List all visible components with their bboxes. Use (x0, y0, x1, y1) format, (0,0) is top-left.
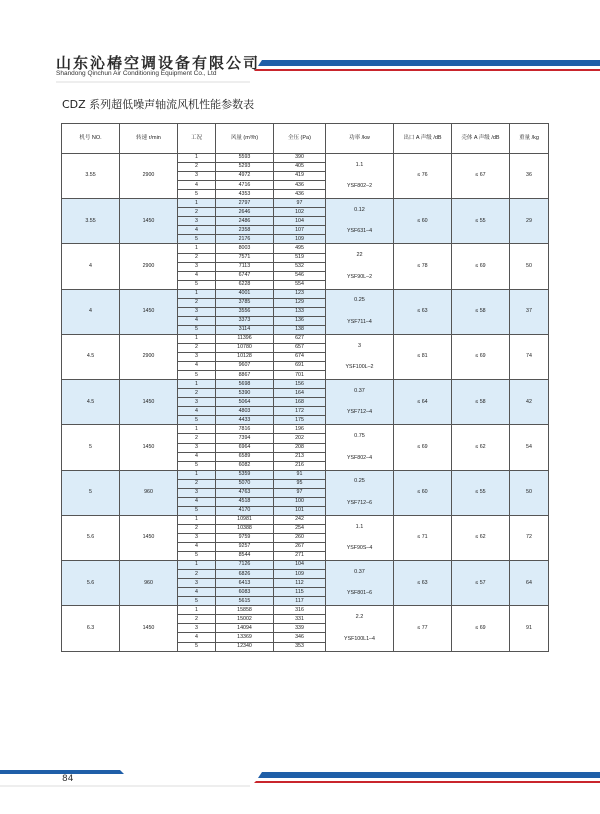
cell-condition: 5 (178, 371, 216, 380)
cell-fan-no: 4.5 (62, 334, 120, 379)
cell-airflow: 5390 (216, 389, 274, 398)
header-cell-pressure: 全压 (Pa) (274, 124, 326, 154)
cell-power (326, 606, 394, 651)
cell-fan-no: 6.3 (62, 606, 120, 651)
cell-airflow: 10388 (216, 524, 274, 533)
motor-model: YSF802–4 (346, 454, 373, 461)
cell-condition: 4 (178, 452, 216, 461)
cell-condition: 2 (178, 343, 216, 352)
cell-condition: 3 (178, 488, 216, 497)
table-row (62, 470, 549, 479)
header-cell-condition: 工况 (178, 124, 216, 154)
cell-pressure: 164 (274, 389, 326, 398)
cell-shell-noise: ≤ 57 (452, 561, 510, 606)
cell-pressure: 271 (274, 552, 326, 561)
cell-airflow: 4803 (216, 407, 274, 416)
cell-airflow: 4763 (216, 488, 274, 497)
cell-condition: 1 (178, 470, 216, 479)
cell-airflow: 2358 (216, 226, 274, 235)
cell-shell-noise: ≤ 58 (452, 380, 510, 425)
cell-speed: 960 (120, 561, 178, 606)
cell-condition: 5 (178, 642, 216, 651)
cell-pressure: 260 (274, 533, 326, 542)
power-kw-value: 0.25 (354, 297, 365, 304)
page-header (0, 0, 600, 90)
cell-outlet-noise: ≤ 60 (394, 199, 452, 244)
cell-power (326, 425, 394, 470)
cell-airflow: 6589 (216, 452, 274, 461)
table-row (62, 380, 549, 389)
table-row (62, 561, 549, 570)
cell-outlet-noise: ≤ 78 (394, 244, 452, 289)
cell-speed: 960 (120, 470, 178, 515)
cell-outlet-noise: ≤ 76 (394, 154, 452, 199)
power-kw-value: 0.25 (354, 478, 365, 485)
cell-airflow: 5293 (216, 163, 274, 172)
cell-condition: 2 (178, 208, 216, 217)
cell-condition: 1 (178, 380, 216, 389)
performance-table (61, 123, 549, 652)
table-row (62, 289, 549, 298)
cell-pressure: 133 (274, 307, 326, 316)
cell-power (326, 561, 394, 606)
cell-fan-no: 3.55 (62, 154, 120, 199)
cell-pressure: 104 (274, 561, 326, 570)
motor-model: YSF801–6 (346, 590, 373, 597)
cell-condition: 3 (178, 624, 216, 633)
cell-pressure: 109 (274, 235, 326, 244)
cell-fan-no: 4 (62, 244, 120, 289)
cell-airflow: 4433 (216, 416, 274, 425)
cell-pressure: 213 (274, 452, 326, 461)
cell-weight: 72 (510, 515, 549, 560)
cell-fan-no: 5 (62, 425, 120, 470)
cell-condition: 1 (178, 334, 216, 343)
cell-condition: 5 (178, 325, 216, 334)
cell-condition: 1 (178, 289, 216, 298)
table-row (62, 425, 549, 434)
cell-pressure: 117 (274, 597, 326, 606)
cell-power (326, 515, 394, 560)
cell-pressure: 95 (274, 479, 326, 488)
performance-table-wrap (61, 123, 548, 652)
cell-condition: 3 (178, 307, 216, 316)
cell-airflow: 6413 (216, 579, 274, 588)
motor-model: YSF711–4 (347, 318, 372, 325)
cell-condition: 1 (178, 425, 216, 434)
footer-blue-stripe-right (258, 772, 600, 778)
cell-shell-noise: ≤ 69 (452, 244, 510, 289)
cell-pressure: 390 (274, 154, 326, 163)
cell-power (326, 199, 394, 244)
power-kw-value: 3 (357, 342, 362, 349)
cell-pressure: 353 (274, 642, 326, 651)
cell-airflow: 6083 (216, 588, 274, 597)
cell-condition: 4 (178, 362, 216, 371)
cell-airflow: 7113 (216, 262, 274, 271)
cell-condition: 3 (178, 398, 216, 407)
power-kw-value: 0.75 (354, 433, 365, 440)
cell-pressure: 346 (274, 633, 326, 642)
cell-weight: 91 (510, 606, 549, 651)
cell-pressure: 254 (274, 524, 326, 533)
cell-condition: 1 (178, 515, 216, 524)
cell-speed: 2900 (120, 244, 178, 289)
cell-outlet-noise: ≤ 60 (394, 470, 452, 515)
cell-airflow: 5593 (216, 154, 274, 163)
cell-airflow: 3373 (216, 316, 274, 325)
cell-pressure: 691 (274, 362, 326, 371)
cell-speed: 2900 (120, 154, 178, 199)
cell-airflow: 5698 (216, 380, 274, 389)
cell-condition: 4 (178, 226, 216, 235)
cell-airflow: 10981 (216, 515, 274, 524)
header-cell-no: 机号 NO. (62, 124, 120, 154)
motor-model: YSF802–2 (346, 183, 373, 190)
cell-condition: 5 (178, 597, 216, 606)
cell-condition: 5 (178, 506, 216, 515)
cell-weight: 54 (510, 425, 549, 470)
power-kw-value: 2.2 (355, 614, 364, 621)
power-kw-value: 0.12 (354, 206, 365, 213)
cell-airflow: 2176 (216, 235, 274, 244)
cell-pressure: 419 (274, 172, 326, 181)
cell-shell-noise: ≤ 67 (452, 154, 510, 199)
cell-pressure: 701 (274, 371, 326, 380)
header-red-stripe (254, 69, 600, 71)
cell-speed: 1450 (120, 199, 178, 244)
power-kw-value: 0.37 (354, 387, 365, 394)
cell-pressure: 168 (274, 398, 326, 407)
company-name-en: Shandong Qinchun Air Conditioning Equipment Co., Ltd (56, 70, 217, 77)
cell-power (326, 470, 394, 515)
cell-airflow: 11396 (216, 334, 274, 343)
cell-power (326, 289, 394, 334)
motor-model: YSF100L–2 (345, 364, 374, 371)
cell-pressure: 104 (274, 217, 326, 226)
cell-condition: 4 (178, 271, 216, 280)
cell-airflow: 8003 (216, 244, 274, 253)
cell-weight: 50 (510, 470, 549, 515)
cell-weight: 37 (510, 289, 549, 334)
cell-pressure: 405 (274, 163, 326, 172)
header-cell-shell-noise: 壳体 A 声级 /dB (452, 124, 510, 154)
cell-airflow: 4716 (216, 181, 274, 190)
cell-fan-no: 4.5 (62, 380, 120, 425)
cell-outlet-noise: ≤ 69 (394, 425, 452, 470)
company-name-cn: 山东沁椿空调设备有限公司 (56, 54, 261, 72)
cell-airflow: 12340 (216, 642, 274, 651)
cell-pressure: 136 (274, 316, 326, 325)
cell-airflow: 7571 (216, 253, 274, 262)
cell-pressure: 331 (274, 615, 326, 624)
cell-pressure: 107 (274, 226, 326, 235)
motor-model: YSF712–6 (346, 499, 373, 506)
cell-airflow: 5359 (216, 470, 274, 479)
cell-shell-noise: ≤ 55 (452, 470, 510, 515)
table-row (62, 606, 549, 615)
cell-condition: 3 (178, 262, 216, 271)
footer-red-stripe (254, 781, 600, 783)
table-row (62, 515, 549, 524)
cell-speed: 2900 (120, 334, 178, 379)
header-cell-power: 功率 /kw (326, 124, 394, 154)
cell-shell-noise: ≤ 62 (452, 425, 510, 470)
cell-weight: 29 (510, 199, 549, 244)
table-row (62, 244, 549, 253)
cell-airflow: 7126 (216, 561, 274, 570)
header-cell-weight: 重量 /kg (510, 124, 549, 154)
cell-pressure: 100 (274, 497, 326, 506)
cell-power (326, 154, 394, 199)
cell-airflow: 10780 (216, 343, 274, 352)
cell-condition: 2 (178, 570, 216, 579)
cell-condition: 1 (178, 154, 216, 163)
cell-airflow: 14094 (216, 624, 274, 633)
cell-condition: 5 (178, 235, 216, 244)
cell-airflow: 4170 (216, 506, 274, 515)
power-kw-value: 1.1 (355, 161, 364, 168)
cell-speed: 1450 (120, 289, 178, 334)
cell-pressure: 138 (274, 325, 326, 334)
cell-condition: 2 (178, 389, 216, 398)
cell-condition: 4 (178, 316, 216, 325)
cell-shell-noise: ≤ 62 (452, 515, 510, 560)
cell-condition: 2 (178, 434, 216, 443)
cell-pressure: 657 (274, 343, 326, 352)
cell-condition: 5 (178, 190, 216, 199)
cell-condition: 3 (178, 217, 216, 226)
cell-fan-no: 5 (62, 470, 120, 515)
cell-speed: 1450 (120, 380, 178, 425)
cell-shell-noise: ≤ 58 (452, 289, 510, 334)
cell-condition: 4 (178, 497, 216, 506)
cell-shell-noise: ≤ 55 (452, 199, 510, 244)
cell-pressure: 196 (274, 425, 326, 434)
cell-pressure: 97 (274, 199, 326, 208)
cell-pressure: 339 (274, 624, 326, 633)
table-row (62, 334, 549, 343)
cell-condition: 3 (178, 533, 216, 542)
cell-airflow: 13369 (216, 633, 274, 642)
cell-condition: 5 (178, 416, 216, 425)
cell-fan-no: 4 (62, 289, 120, 334)
cell-condition: 5 (178, 280, 216, 289)
motor-model: YSF90S–4 (346, 545, 373, 552)
motor-model: YSF631–4 (346, 228, 373, 235)
cell-speed: 1450 (120, 606, 178, 651)
cell-airflow: 8867 (216, 371, 274, 380)
cell-outlet-noise: ≤ 77 (394, 606, 452, 651)
cell-pressure: 316 (274, 606, 326, 615)
power-kw-value: 1.1 (355, 523, 364, 530)
cell-outlet-noise: ≤ 71 (394, 515, 452, 560)
cell-pressure: 109 (274, 570, 326, 579)
header-cell-speed: 转速 r/min (120, 124, 178, 154)
cell-pressure: 532 (274, 262, 326, 271)
cell-pressure: 208 (274, 443, 326, 452)
cell-airflow: 6228 (216, 280, 274, 289)
cell-condition: 2 (178, 163, 216, 172)
motor-model: YSF712–4 (346, 409, 373, 416)
cell-outlet-noise: ≤ 63 (394, 561, 452, 606)
cell-airflow: 6826 (216, 570, 274, 579)
cell-pressure: 97 (274, 488, 326, 497)
motor-model: YSF90L–2 (346, 273, 373, 280)
cell-pressure: 242 (274, 515, 326, 524)
cell-pressure: 546 (274, 271, 326, 280)
power-kw-value: 22 (356, 252, 363, 259)
cell-condition: 5 (178, 461, 216, 470)
motor-model: YSF100L1–4 (344, 635, 375, 642)
cell-pressure: 101 (274, 506, 326, 515)
cell-pressure: 554 (274, 280, 326, 289)
cell-pressure: 436 (274, 181, 326, 190)
cell-condition: 2 (178, 298, 216, 307)
cell-condition: 4 (178, 633, 216, 642)
cell-airflow: 7394 (216, 434, 274, 443)
cell-airflow: 4972 (216, 172, 274, 181)
cell-airflow: 6747 (216, 271, 274, 280)
cell-power (326, 334, 394, 379)
cell-condition: 4 (178, 588, 216, 597)
cell-pressure: 115 (274, 588, 326, 597)
cell-pressure: 112 (274, 579, 326, 588)
cell-airflow: 4518 (216, 497, 274, 506)
cell-condition: 2 (178, 479, 216, 488)
cell-condition: 1 (178, 199, 216, 208)
cell-weight: 42 (510, 380, 549, 425)
cell-condition: 2 (178, 524, 216, 533)
cell-airflow: 5064 (216, 398, 274, 407)
cell-pressure: 123 (274, 289, 326, 298)
header-cell-outlet-noise: 出口 A 声级 /dB (394, 124, 452, 154)
cell-pressure: 102 (274, 208, 326, 217)
cell-airflow: 15858 (216, 606, 274, 615)
cell-airflow: 5615 (216, 597, 274, 606)
cell-pressure: 156 (274, 380, 326, 389)
cell-condition: 4 (178, 181, 216, 190)
cell-airflow: 15002 (216, 615, 274, 624)
cell-pressure: 627 (274, 334, 326, 343)
cell-pressure: 267 (274, 543, 326, 552)
page-number: 84 (62, 774, 74, 784)
cell-pressure: 519 (274, 253, 326, 262)
cell-weight: 36 (510, 154, 549, 199)
cell-airflow: 6964 (216, 443, 274, 452)
cell-condition: 4 (178, 407, 216, 416)
cell-power (326, 244, 394, 289)
cell-condition: 3 (178, 579, 216, 588)
cell-speed: 1450 (120, 515, 178, 560)
header-cell-airflow: 风量 (m³/h) (216, 124, 274, 154)
cell-condition: 5 (178, 552, 216, 561)
cell-outlet-noise: ≤ 64 (394, 380, 452, 425)
cell-condition: 1 (178, 244, 216, 253)
table-row (62, 154, 549, 163)
cell-condition: 2 (178, 615, 216, 624)
cell-pressure: 172 (274, 407, 326, 416)
cell-pressure: 175 (274, 416, 326, 425)
cell-airflow: 5070 (216, 479, 274, 488)
cell-airflow: 6082 (216, 461, 274, 470)
footer-stripes (0, 760, 600, 790)
cell-pressure: 436 (274, 190, 326, 199)
cell-condition: 4 (178, 543, 216, 552)
cell-airflow: 8544 (216, 552, 274, 561)
cell-pressure: 674 (274, 353, 326, 362)
table-row (62, 199, 549, 208)
cell-shell-noise: ≤ 69 (452, 334, 510, 379)
cell-fan-no: 5.6 (62, 515, 120, 560)
page-title: CDZ 系列超低噪声轴流风机性能参数表 (62, 98, 255, 111)
cell-condition: 3 (178, 443, 216, 452)
cell-airflow: 4353 (216, 190, 274, 199)
cell-airflow: 9759 (216, 533, 274, 542)
cell-airflow: 3785 (216, 298, 274, 307)
cell-pressure: 129 (274, 298, 326, 307)
cell-airflow: 3556 (216, 307, 274, 316)
cell-fan-no: 5.6 (62, 561, 120, 606)
cell-airflow: 3114 (216, 325, 274, 334)
header-blue-stripe (258, 60, 600, 66)
cell-condition: 2 (178, 253, 216, 262)
cell-condition: 3 (178, 353, 216, 362)
cell-weight: 74 (510, 334, 549, 379)
cell-outlet-noise: ≤ 63 (394, 289, 452, 334)
cell-speed: 1450 (120, 425, 178, 470)
cell-weight: 64 (510, 561, 549, 606)
cell-condition: 1 (178, 561, 216, 570)
table-header-row (62, 124, 549, 154)
power-kw-value: 0.37 (354, 568, 365, 575)
cell-pressure: 216 (274, 461, 326, 470)
cell-power (326, 380, 394, 425)
cell-airflow: 4001 (216, 289, 274, 298)
cell-shell-noise: ≤ 69 (452, 606, 510, 651)
cell-airflow: 2646 (216, 208, 274, 217)
cell-airflow: 2797 (216, 199, 274, 208)
cell-airflow: 10128 (216, 353, 274, 362)
cell-airflow: 9607 (216, 362, 274, 371)
cell-airflow: 2486 (216, 217, 274, 226)
cell-condition: 1 (178, 606, 216, 615)
cell-weight: 50 (510, 244, 549, 289)
cell-pressure: 202 (274, 434, 326, 443)
table-body (62, 154, 549, 652)
cell-pressure: 91 (274, 470, 326, 479)
cell-outlet-noise: ≤ 81 (394, 334, 452, 379)
cell-airflow: 7816 (216, 425, 274, 434)
cell-pressure: 495 (274, 244, 326, 253)
cell-airflow: 9257 (216, 543, 274, 552)
cell-fan-no: 3.55 (62, 199, 120, 244)
cell-condition: 3 (178, 172, 216, 181)
